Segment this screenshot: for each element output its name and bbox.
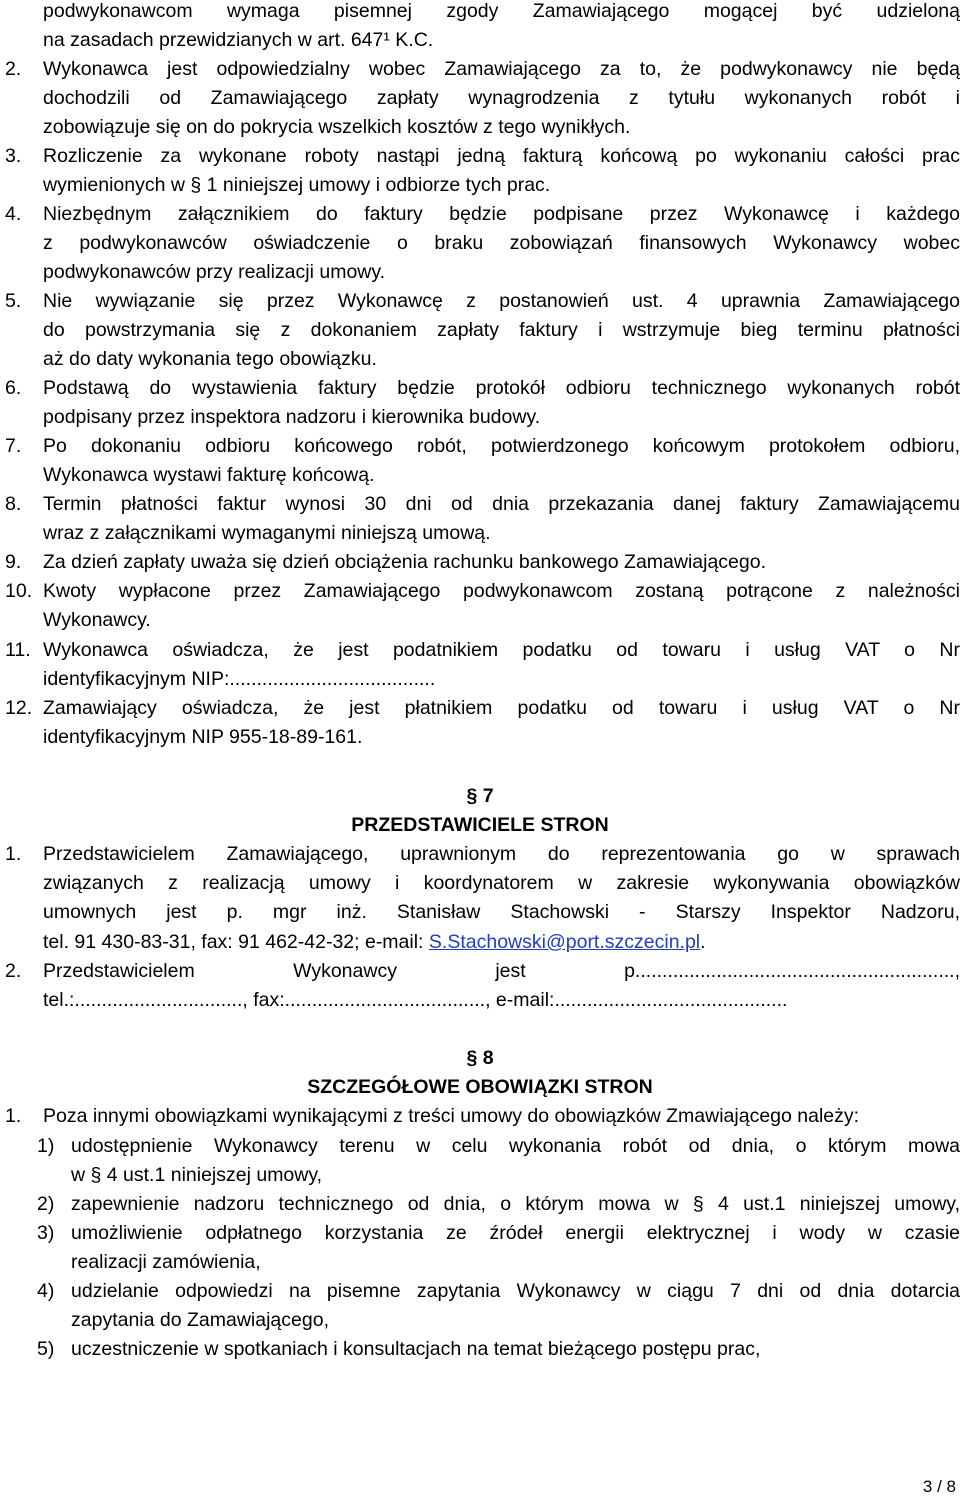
section-heading: § 7	[466, 785, 494, 807]
item-number: 4)	[37, 1280, 55, 1302]
paragraph-line: Wykonawcy.	[43, 609, 151, 631]
paragraph-line: zapytania do Zamawiającego,	[71, 1309, 329, 1331]
item-number: 12.	[5, 697, 33, 719]
item-number: 3)	[37, 1222, 55, 1244]
paragraph-line: w § 4 ust.1 niniejszej umowy,	[71, 1164, 323, 1186]
paragraph-line: umownych jest p. mgr inż. Stanisław Stachowski - Starszy Inspektor Nadzoru,	[43, 901, 960, 923]
paragraph-line: identyfikacyjnym NIP:......................................	[43, 668, 436, 690]
paragraph-line: dochodzili od Zamawiającego zapłaty wynagrodzenia z tytułu wykonanych robót i	[43, 87, 960, 109]
item-number: 9.	[5, 551, 22, 573]
paragraph-line: do powstrzymania się z dokonaniem zapłaty faktury i wstrzymuje bieg terminu płatności	[43, 319, 960, 341]
page-number: 3 / 8	[922, 1477, 956, 1496]
paragraph-line: z podwykonawców oświadczenie o braku zobowiązań finansowych Wykonawcy wobec	[43, 232, 960, 254]
paragraph-line: związanych z realizacją umowy i koordynatorem w zakresie wykonywania obowiązków	[43, 872, 960, 894]
email-link[interactable]: S.Stachowski@port.szczecin.pl	[428, 931, 701, 953]
item-number: 10.	[5, 580, 33, 602]
paragraph-line: wraz z załącznikami wymaganymi niniejszą umową.	[43, 522, 491, 544]
paragraph-line: zobowiązuje się on do pokrycia wszelkich kosztów z tego wynikłych.	[43, 116, 631, 138]
list-item-2: 2. Wykonawca jest odpowiedzialny wobec Zamawiającego za to, że podwykonawcy nie będą	[0, 55, 960, 84]
item-number: 6.	[5, 377, 22, 399]
paragraph-line: tel. 91 430-83-31, fax: 91 462-42-32; e-mail: S.Stachowski@port.szczecin.pl.	[43, 931, 706, 953]
list-item-6: 6. Podstawą do wystawienia faktury będzie protokół odbioru technicznego wykonanych robót	[0, 374, 960, 403]
item-number: 1)	[37, 1135, 55, 1157]
paragraph-line: Wykonawca wystawi fakturę końcową.	[43, 464, 375, 486]
item-number: 3.	[5, 145, 22, 167]
list-item-11: 11. Wykonawca oświadcza, że jest podatnikiem podatku od towaru i usług VAT o Nr	[0, 636, 960, 665]
list-item-5: 5. Nie wywiązanie się przez Wykonawcę z postanowień ust. 4 uprawnia Zamawiającego	[0, 287, 960, 316]
list-item-8: 8. Termin płatności faktur wynosi 30 dni od dnia przekazania danej faktury Zamawiającemu	[0, 490, 960, 519]
paragraph-line: wymienionych w § 1 niniejszej umowy i odbiorze tych prac.	[43, 174, 551, 196]
item-number: 1.	[5, 1105, 22, 1127]
list-item-12: 12. Zamawiający oświadcza, że jest płatnikiem podatku od towaru i usług VAT o Nr	[0, 694, 960, 723]
sub-item-2: 2) zapewnienie nadzoru technicznego od dnia, o którym mowa w § 4 ust.1 niniejszej umowy,	[0, 1190, 960, 1219]
list-item-9: 9. Za dzień zapłaty uważa się dzień obciążenia rachunku bankowego Zamawiającego.	[0, 548, 960, 577]
list-item-2: 2. Przedstawicielem Wykonawcy jest p...........................................................,	[0, 957, 960, 986]
paragraph-line: podwykonawcom wymaga pisemnej zgody Zamawiającego mogącej być udzieloną	[43, 0, 960, 22]
item-number: 5.	[5, 290, 22, 312]
list-item-3: 3. Rozliczenie za wykonane roboty nastąpi jedną fakturą końcową po wykonaniu całości prac	[0, 142, 960, 171]
item-number: 1.	[5, 843, 22, 865]
sub-item-1: 1) udostępnienie Wykonawcy terenu w celu wykonania robót od dnia, o którym mowa	[0, 1132, 960, 1161]
item-number: 2.	[5, 58, 22, 80]
section-heading: § 8	[466, 1047, 494, 1069]
paragraph-line: realizacji zamówienia,	[71, 1251, 261, 1273]
list-item-1: 1. Przedstawicielem Zamawiającego, uprawnionym do reprezentowania go w sprawach	[0, 840, 960, 869]
paragraph-line: tel.:..............................., fax:....................................., e-mail:...........................................	[43, 989, 788, 1011]
list-item-1: 1. Poza innymi obowiązkami wynikającymi z treści umowy do obowiązków Zmawiającego należy:	[0, 1102, 960, 1131]
item-number: 8.	[5, 493, 22, 515]
paragraph-line: podwykonawców przy realizacji umowy.	[43, 261, 386, 283]
sub-item-5: 5) uczestniczenie w spotkaniach i konsultacjach na temat bieżącego postępu prac,	[0, 1335, 960, 1364]
paragraph-line: na zasadach przewidzianych w art. 647¹ K.C.	[43, 29, 434, 51]
sub-item-4: 4) udzielanie odpowiedzi na pisemne zapytania Wykonawcy w ciągu 7 dni od dnia dotarcia	[0, 1277, 960, 1306]
item-number: 2.	[5, 960, 22, 982]
item-number: 5)	[37, 1338, 55, 1360]
paragraph-line: identyfikacyjnym NIP 955-18-89-161.	[43, 726, 363, 748]
section-title: PRZEDSTAWICIELE STRON	[351, 814, 609, 836]
list-item-7: 7. Po dokonaniu odbioru końcowego robót, potwierdzonego końcowym protokołem odbioru,	[0, 432, 960, 461]
paragraph-line: aż do daty wykonania tego obowiązku.	[43, 348, 377, 370]
item-number: 7.	[5, 435, 22, 457]
section-title: SZCZEGÓŁOWE OBOWIĄZKI STRON	[307, 1076, 653, 1098]
list-item-4: 4. Niezbędnym załącznikiem do faktury będzie podpisane przez Wykonawcę i każdego	[0, 200, 960, 229]
item-number: 11.	[5, 639, 31, 661]
sub-item-3: 3) umożliwienie odpłatnego korzystania ze źródeł energii elektrycznej i wody w czasie	[0, 1219, 960, 1248]
paragraph-line: podpisany przez inspektora nadzoru i kierownika budowy.	[43, 406, 541, 428]
list-item-10: 10. Kwoty wypłacone przez Zamawiającego podwykonawcom zostaną potrącone z należności	[0, 577, 960, 606]
item-number: 4.	[5, 203, 22, 225]
item-number: 2)	[37, 1193, 55, 1215]
